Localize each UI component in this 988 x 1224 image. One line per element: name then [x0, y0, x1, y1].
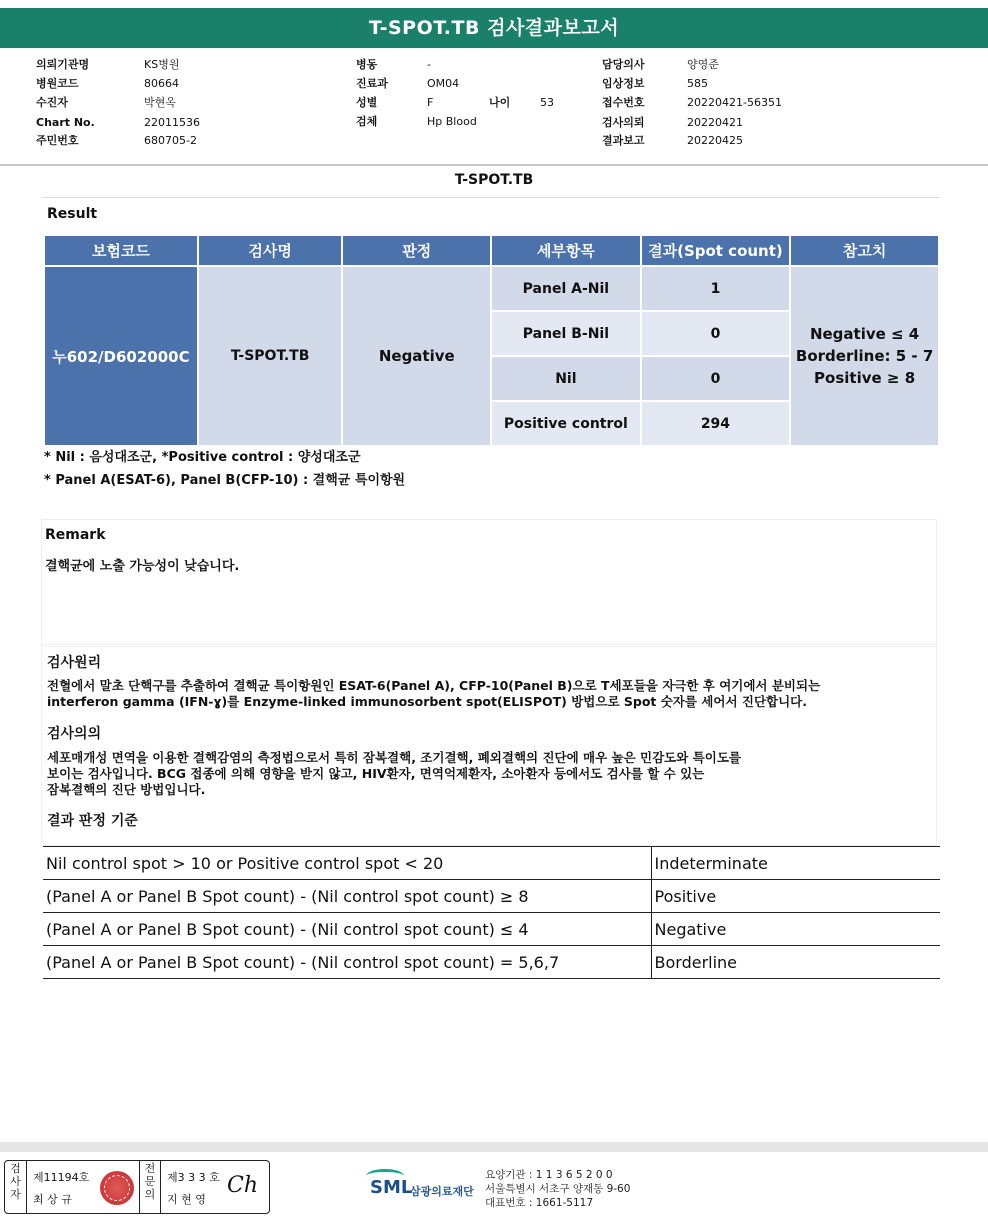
seal-stamp	[100, 1171, 134, 1205]
header-insurance-code: 보험코드	[44, 235, 198, 266]
header-test-name: 검사명	[198, 235, 343, 266]
significance-text: 세포매개성 면역을 이용한 결핵감염의 측정법으로서 특히 잠복결핵, 조기결핵, 폐외결핵의 진단에 매우 높은 민감도와 특이도를 보이는 검사입니다. BCG 접종에 의해 영향을 받지 않고, HIV환자, 면역억제환자, 소아환자 등에서도 검사를 할 수 있는 잠복결핵의 진단 방법입니다.	[47, 750, 741, 797]
dept-value: OM04	[427, 77, 460, 90]
header-judgement: 판정	[342, 235, 491, 266]
criteria-rule: (Panel A or Panel B Spot count) - (Nil control spot count) = 5,6,7	[43, 946, 651, 979]
institution-info	[485, 1168, 630, 1210]
criteria-table	[43, 846, 940, 979]
ward-value: -	[427, 58, 431, 71]
specialist-vertical-label: 전문의	[139, 1161, 161, 1213]
doctor-value: 양영준	[687, 58, 719, 71]
age-value: 53	[540, 96, 554, 109]
criteria-row	[43, 847, 940, 880]
footnote-nil: * Nil : 음성대조군, *Positive control : 양성대조군	[44, 450, 361, 465]
doctor-label: 담당의사	[602, 58, 645, 71]
resident-value: 680705-2	[144, 134, 197, 147]
criteria-result: Borderline	[651, 946, 940, 979]
sex-label: 성별	[356, 96, 378, 109]
header-detail-item: 세부항목	[491, 235, 641, 266]
hospital-code-value: 80664	[144, 77, 179, 90]
criteria-row	[43, 946, 940, 979]
ward-label: 병동	[356, 58, 378, 71]
reference-borderline: Borderline: 5 - 7	[795, 347, 934, 365]
header-result: 결과(Spot count)	[641, 235, 791, 266]
item-name-cell: Positive control	[491, 401, 641, 446]
item-value-cell: 0	[641, 356, 791, 401]
request-label: 검사의뢰	[602, 116, 645, 129]
clinical-label: 임상정보	[602, 77, 645, 90]
examiner-vertical-label: 검사자	[5, 1161, 27, 1213]
test-name-cell: T-SPOT.TB	[198, 266, 343, 446]
criteria-result: Negative	[651, 913, 940, 946]
report-label: 결과보고	[602, 134, 645, 147]
criteria-rule: (Panel A or Panel B Spot count) - (Nil control spot count) ≥ 8	[43, 880, 651, 913]
info-divider	[0, 164, 988, 166]
dept-label: 진료과	[356, 77, 388, 90]
reference-cell	[790, 266, 939, 446]
result-heading: Result	[47, 206, 98, 222]
header-reference: 참고치	[790, 235, 939, 266]
item-name-cell: Panel B-Nil	[491, 311, 641, 356]
institution-code: 요양기관 : 1 1 3 6 5 2 0 0	[485, 1169, 613, 1181]
logo-name: 삼광의료재단	[410, 1185, 474, 1198]
age-label: 나이	[489, 96, 511, 109]
principle-title: 검사원리	[47, 655, 102, 671]
insurance-code-cell: 누602/D602000C	[44, 266, 198, 446]
section-divider	[42, 197, 940, 198]
principle-text: 전혈에서 말초 단핵구를 추출하여 결핵균 특이항원인 ESAT-6(Panel A), CFP-10(Panel B)으로 T세포들을 자극한 후 여기에서 분비되는 interferon gamma (IFN-ɣ)를 Enzyme-linked immunosorbent spot(ELISPOT) 방법으로 Spot 숫자를 세어서 진단합니다.	[47, 678, 821, 709]
criteria-row	[43, 880, 940, 913]
patient-value: 박현옥	[144, 96, 176, 109]
report-value: 20220425	[687, 134, 743, 147]
criteria-rule: Nil control spot > 10 or Positive control spot < 20	[43, 847, 651, 880]
report-title: T-SPOT.TB 검사결과보고서	[0, 8, 988, 48]
specialist-number: 제3 3 3 호	[167, 1171, 220, 1184]
chart-value: 22011536	[144, 116, 200, 129]
footnote-panel: * Panel A(ESAT-6), Panel B(CFP-10) : 결핵균 특이항원	[44, 473, 406, 488]
criteria-title: 결과 판정 기준	[47, 813, 138, 829]
institution-address: 서울특별시 서초구 양재동 9-60	[485, 1183, 631, 1195]
logo-word: SML	[370, 1177, 413, 1198]
result-table	[43, 234, 940, 447]
examiner-name: 최 상 규	[33, 1193, 72, 1206]
signature: Ch	[227, 1173, 259, 1198]
patient-info	[0, 52, 988, 164]
reference-negative: Negative ≤ 4	[809, 325, 920, 343]
patient-label: 수진자	[36, 96, 68, 109]
institution-phone: 대표번호 : 1661-5117	[485, 1197, 594, 1209]
remark-title: Remark	[45, 527, 106, 543]
footer-divider	[0, 1142, 988, 1152]
criteria-rule: (Panel A or Panel B Spot count) - (Nil control spot count) ≤ 4	[43, 913, 651, 946]
receipt-label: 접수번호	[602, 96, 645, 109]
item-value-cell: 0	[641, 311, 791, 356]
examiner-number: 제11194호	[33, 1171, 90, 1184]
judgement-cell: Negative	[342, 266, 491, 446]
specimen-label: 검체	[356, 115, 378, 128]
item-name-cell: Panel A-Nil	[491, 266, 641, 311]
receipt-value: 20220421-56351	[687, 96, 782, 109]
resident-label: 주민번호	[36, 134, 79, 147]
institution-label: 의뢰기관명	[36, 58, 90, 71]
item-name-cell: Nil	[491, 356, 641, 401]
item-value-cell: 1	[641, 266, 791, 311]
significance-title: 검사의의	[47, 726, 102, 742]
sex-value: F	[427, 96, 434, 109]
remark-box	[41, 519, 937, 645]
institution-value: KS병원	[144, 58, 180, 71]
item-value-cell: 294	[641, 401, 791, 446]
signature-box	[4, 1160, 270, 1214]
criteria-result: Indeterminate	[651, 847, 940, 880]
criteria-result: Positive	[651, 880, 940, 913]
section-title: T-SPOT.TB	[454, 172, 534, 188]
sml-logo	[366, 1169, 480, 1209]
chart-label: Chart No.	[36, 116, 95, 129]
criteria-row	[43, 913, 940, 946]
principle-box	[41, 646, 937, 846]
request-value: 20220421	[687, 116, 743, 129]
specialist-name: 지 현 영	[167, 1193, 206, 1206]
remark-text: 결핵균에 노출 가능성이 낮습니다.	[45, 559, 240, 574]
clinical-value: 585	[687, 77, 708, 90]
reference-positive: Positive ≥ 8	[814, 369, 916, 387]
hospital-code-label: 병원코드	[36, 77, 79, 90]
specimen-value: Hp Blood	[427, 115, 477, 128]
